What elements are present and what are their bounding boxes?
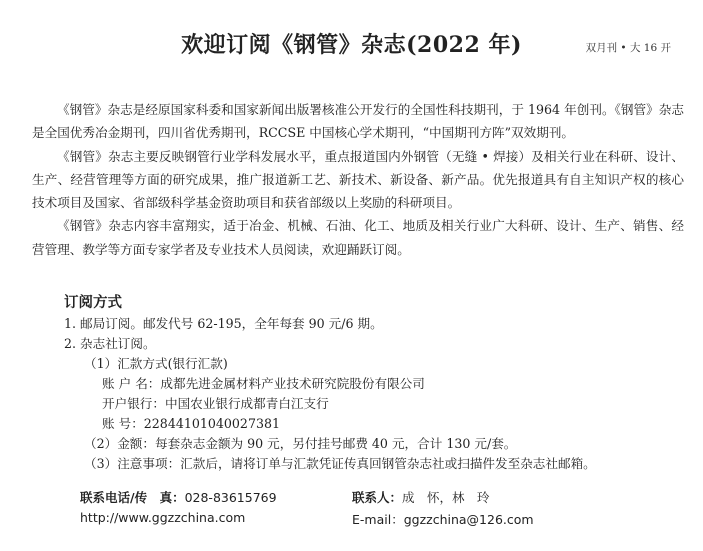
- contact-person: 成 怀，林 玲: [402, 490, 490, 505]
- page-title: 欢迎订阅《钢管》杂志(2022 年): [181, 32, 522, 58]
- phone-number: 028-83615769: [184, 490, 277, 505]
- account-name: 账 户 名：成都先进金属材料产业技术研究院股份有限公司: [102, 376, 425, 391]
- contact-person-label: 联系人：: [352, 490, 403, 505]
- issue-info: 双月刊 • 大 16 开: [585, 42, 671, 54]
- website-link[interactable]: http://www.ggzzchina.com: [80, 510, 246, 525]
- amount-info: （2）金额：每套杂志金额为 90 元，另付挂号邮费 40 元，合计 130 元/套。: [84, 436, 517, 451]
- subscribe-option-post: 1. 邮局订阅。邮发代号 62-195，全年每套 90 元/6 期。: [64, 316, 383, 331]
- intro-section: [32, 98, 684, 261]
- contact-person-line: [352, 488, 490, 506]
- intro-paragraph: 《钢管》杂志是经原国家科委和国家新闻出版署核准公开发行的全国性科技期刊，于 1964 年创刊。《钢管》杂志是全国优秀冶金期刊，四川省优秀期刊，RCCSE 中国核心学术期刊，“中国期刊方阵”双效期刊。: [32, 102, 684, 141]
- email-label: E-mail：: [352, 512, 404, 527]
- email-link[interactable]: ggzzchina@126.com: [403, 512, 534, 527]
- remittance-method: （1）汇款方式(银行汇款): [84, 356, 228, 371]
- email-line: [352, 510, 534, 528]
- subscribe-heading: 订阅方式: [64, 295, 122, 311]
- account-number: 账 号：22844101040027381: [102, 416, 280, 431]
- phone-line: [80, 488, 277, 506]
- notice-info: （3）注意事项：汇款后，请将订单与汇款凭证传真回钢管杂志社或扫描件发至杂志社邮箱。: [84, 456, 596, 471]
- intro-paragraph: 《钢管》杂志内容丰富翔实，适于冶金、机械、石油、化工、地质及相关行业广大科研、设计、生产、销售、经营管理、教学等方面专家学者及专业技术人员阅读，欢迎踊跃订阅。: [32, 218, 684, 257]
- intro-paragraph: 《钢管》杂志主要反映钢管行业学科发展水平，重点报道国内外钢管（无缝 • 焊接）及相关行业在科研、设计、生产、经营管理等方面的研究成果，推广报道新工艺、新技术、新设备、新产品。优先报道具有自主知识产权的核心技术项目及国家、省部级科学基金资助项目和获省部级以上奖励的科研项目。: [32, 148, 684, 211]
- bank-name: 开户银行：中国农业银行成都青白江支行: [102, 396, 329, 411]
- subscribe-option-publisher: 2. 杂志社订阅。: [64, 336, 156, 351]
- phone-label: 联系电话/传 真：: [80, 490, 185, 505]
